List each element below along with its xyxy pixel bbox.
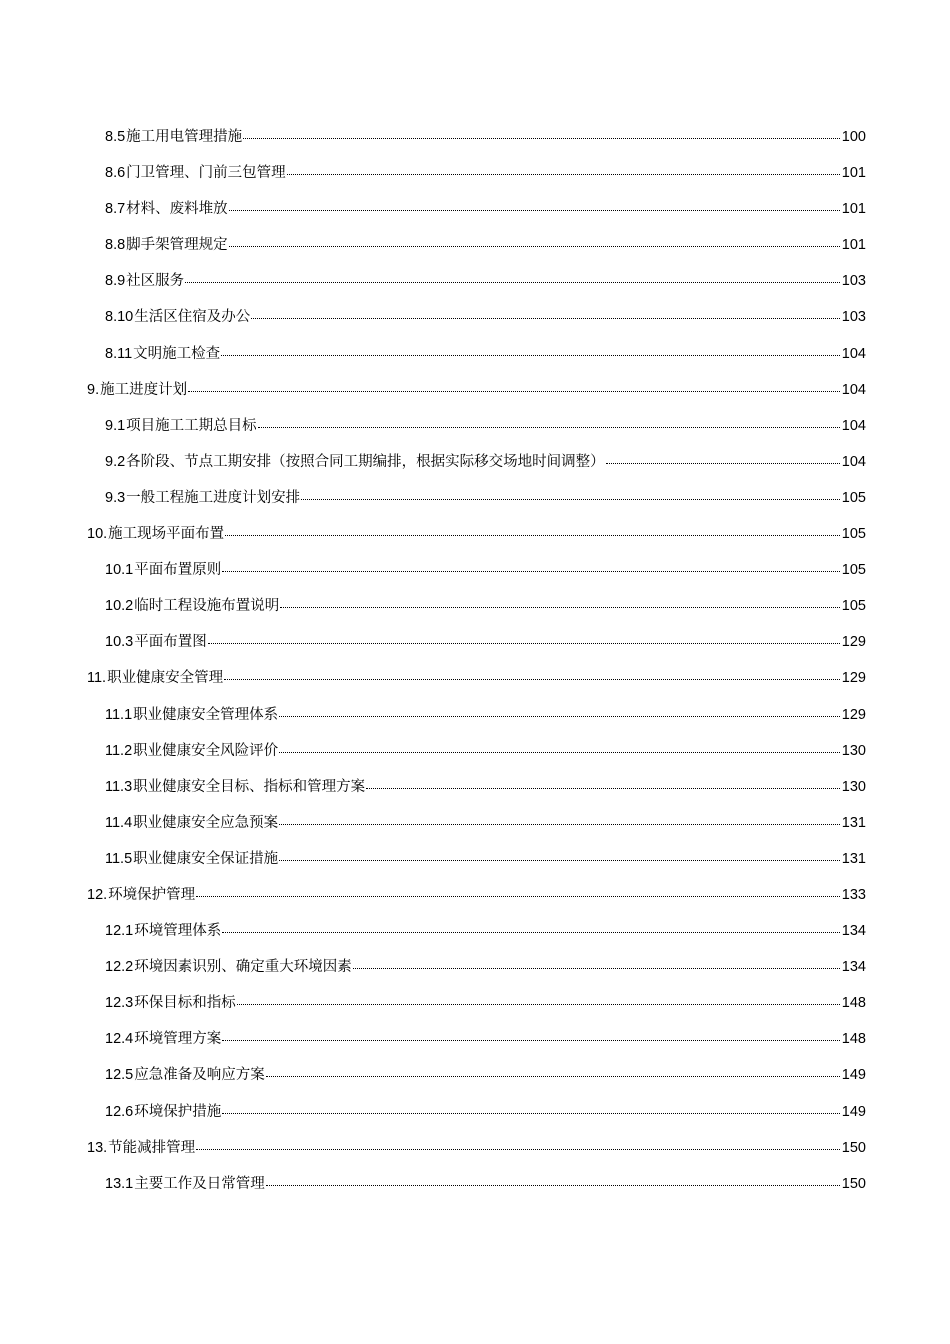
toc-entry-number: 8.5 (105, 129, 126, 145)
toc-entry-title: 材料、废料堆放 (126, 201, 228, 218)
toc-entry-title: 项目施工工期总目标 (126, 417, 257, 434)
toc-page-number: 104 (841, 417, 866, 434)
toc-dot-leader (258, 426, 840, 428)
toc-dot-leader (279, 715, 840, 717)
toc-entry-number: 12.6 (105, 1103, 134, 1120)
toc-section-entry[interactable] (87, 588, 866, 624)
toc-page-number: 149 (841, 1067, 866, 1084)
toc-page-number: 130 (841, 742, 866, 759)
toc-entry-number: 11.1 (105, 706, 133, 723)
toc-entry-number: 12.4 (105, 1031, 134, 1048)
toc-dot-leader (196, 895, 840, 897)
toc-entry-title: 节能减排管理 (108, 1139, 196, 1156)
toc-page-number: 101 (841, 165, 866, 182)
toc-page-number: 148 (841, 1031, 866, 1048)
toc-entry-title: 环境管理体系 (134, 923, 222, 940)
toc-section-entry[interactable] (87, 119, 866, 155)
toc-entry-title: 各阶段、节点工期安排（按照合同工期编排，根据实际移交场地时间调整） (126, 453, 605, 470)
toc-dot-leader (222, 570, 840, 572)
toc-entry-number: 12.2 (105, 959, 134, 976)
toc-page-number: 103 (841, 309, 866, 326)
toc-entry-title: 环境保护措施 (134, 1103, 222, 1120)
toc-entry-number: 12.3 (105, 995, 134, 1012)
toc-entry-number: 12.1 (105, 923, 134, 940)
toc-section-entry[interactable] (87, 985, 866, 1021)
toc-section-entry[interactable] (87, 1094, 866, 1130)
toc-entry-title: 职业健康安全目标、指标和管理方案 (133, 778, 366, 795)
toc-page-number: 129 (841, 670, 866, 687)
toc-entry-title: 施工现场平面布置 (108, 526, 225, 543)
toc-page-number: 131 (841, 850, 866, 867)
toc-section-entry[interactable] (87, 191, 866, 227)
toc-page-number: 104 (841, 345, 866, 362)
toc-page-number: 100 (841, 129, 866, 145)
toc-entry-number: 12. (87, 886, 108, 903)
toc-dot-leader (251, 317, 840, 319)
toc-chapter-entry[interactable] (87, 660, 866, 696)
toc-entry-number: 13. (87, 1139, 108, 1156)
toc-page-number: 134 (841, 959, 866, 976)
toc-entry-number: 10.3 (105, 634, 134, 651)
toc-section-entry[interactable] (87, 552, 866, 588)
toc-entry-number: 11. (87, 670, 107, 687)
toc-dot-leader (224, 678, 840, 680)
toc-entry-number: 11.4 (105, 814, 133, 831)
toc-page-number: 105 (841, 562, 866, 579)
toc-dot-leader (266, 1184, 840, 1186)
toc-dot-leader (279, 823, 840, 825)
toc-entry-title: 职业健康安全保证措施 (133, 850, 279, 867)
toc-entry-number: 12.5 (105, 1067, 134, 1084)
toc-dot-leader (237, 1003, 840, 1005)
toc-entry-number: 9. (87, 381, 100, 398)
toc-entry-number: 8.6 (105, 165, 126, 182)
toc-section-entry[interactable] (87, 949, 866, 985)
toc-entry-title: 职业健康安全管理体系 (133, 706, 279, 723)
toc-entry-title: 社区服务 (126, 273, 185, 290)
toc-section-entry[interactable] (87, 841, 866, 877)
toc-page-number: 131 (841, 814, 866, 831)
toc-section-entry[interactable] (87, 1166, 866, 1202)
toc-section-entry[interactable] (87, 408, 866, 444)
toc-entry-title: 平面布置原则 (134, 562, 222, 579)
toc-section-entry[interactable] (87, 805, 866, 841)
toc-entry-title: 职业健康安全应急预案 (133, 814, 279, 831)
toc-section-entry[interactable] (87, 697, 866, 733)
toc-section-entry[interactable] (87, 624, 866, 660)
toc-entry-title: 文明施工检查 (133, 345, 221, 362)
toc-section-entry[interactable] (87, 263, 866, 299)
toc-section-entry[interactable] (87, 227, 866, 263)
toc-entry-number: 10.2 (105, 598, 134, 615)
toc-chapter-entry[interactable] (87, 877, 866, 913)
toc-entry-number: 9.3 (105, 489, 126, 506)
toc-entry-number: 11.5 (105, 850, 133, 867)
toc-entry-title: 门卫管理、门前三包管理 (126, 165, 286, 182)
toc-dot-leader (279, 751, 840, 753)
toc-entry-title: 环保目标和指标 (134, 995, 236, 1012)
toc-entry-number: 11.3 (105, 778, 133, 795)
toc-section-entry[interactable] (87, 299, 866, 335)
toc-dot-leader (287, 173, 840, 175)
toc-page-number: 150 (841, 1175, 866, 1192)
toc-entry-title: 环境管理方案 (134, 1031, 222, 1048)
toc-dot-leader (279, 859, 840, 861)
toc-section-entry[interactable] (87, 733, 866, 769)
toc-dot-leader (301, 498, 840, 500)
toc-page-number: 104 (841, 381, 866, 398)
toc-entry-title: 环境因素识别、确定重大环境因素 (134, 959, 352, 976)
toc-dot-leader (366, 787, 840, 789)
toc-page-number: 104 (841, 453, 866, 470)
toc-page-number: 150 (841, 1139, 866, 1156)
toc-page-number: 101 (841, 201, 866, 218)
toc-entry-number: 13.1 (105, 1175, 134, 1192)
toc-dot-leader (222, 1039, 840, 1041)
toc-page-number: 129 (841, 706, 866, 723)
toc-dot-leader (266, 1075, 840, 1077)
toc-dot-leader (222, 1112, 840, 1114)
toc-section-entry[interactable] (87, 444, 866, 480)
toc-entry-title: 职业健康安全管理 (107, 670, 224, 687)
toc-dot-leader (221, 354, 840, 356)
toc-section-entry[interactable] (87, 769, 866, 805)
toc-page-number: 105 (841, 526, 866, 543)
toc-entry-title: 生活区住宿及办公 (134, 309, 251, 326)
toc-section-entry[interactable] (87, 155, 866, 191)
toc-section-entry[interactable] (87, 336, 866, 372)
toc-chapter-entry[interactable] (87, 516, 866, 552)
toc-entry-number: 10. (87, 526, 108, 543)
toc-dot-leader (208, 642, 840, 644)
toc-page-number: 101 (841, 237, 866, 254)
toc-page-number: 133 (841, 886, 866, 903)
toc-dot-leader (229, 209, 840, 211)
toc-entry-number: 8.8 (105, 237, 126, 254)
toc-entry-number: 9.2 (105, 453, 126, 470)
toc-page-number: 148 (841, 995, 866, 1012)
toc-page-number: 130 (841, 778, 866, 795)
toc-page-number: 129 (841, 634, 866, 651)
toc-entry-title: 临时工程设施布置说明 (134, 598, 280, 615)
toc-section-entry[interactable] (87, 913, 866, 949)
toc-entry-number: 10.1 (105, 562, 134, 579)
toc-page-number: 103 (841, 273, 866, 290)
toc-entry-title: 脚手架管理规定 (126, 237, 228, 254)
toc-dot-leader (225, 534, 840, 536)
toc-dot-leader (353, 967, 840, 969)
toc-dot-leader (185, 281, 840, 283)
toc-entry-number: 8.11 (105, 345, 133, 362)
toc-entry-number: 8.7 (105, 201, 126, 218)
toc-entry-title: 一般工程施工进度计划安排 (126, 489, 301, 506)
toc-entry-title: 职业健康安全风险评价 (133, 742, 279, 759)
toc-page-number: 105 (841, 598, 866, 615)
toc-page-number: 134 (841, 923, 866, 940)
toc-dot-leader (188, 390, 840, 392)
toc-entry-title: 主要工作及日常管理 (134, 1175, 265, 1192)
toc-page-number: 105 (841, 489, 866, 506)
toc-entry-title: 环境保护管理 (108, 886, 196, 903)
toc-entry-number: 8.9 (105, 273, 126, 290)
toc-section-entry[interactable] (87, 480, 866, 516)
toc-entry-number: 8.10 (105, 309, 134, 326)
toc-entry-title: 施工进度计划 (100, 381, 188, 398)
toc-chapter-entry[interactable] (87, 1130, 866, 1166)
toc-dot-leader (243, 137, 840, 139)
toc-page-number: 149 (841, 1103, 866, 1120)
toc-dot-leader (222, 931, 840, 933)
toc-section-entry[interactable] (87, 1021, 866, 1057)
toc-chapter-entry[interactable] (87, 372, 866, 408)
toc-entry-title: 平面布置图 (134, 634, 207, 651)
toc-dot-leader (229, 245, 840, 247)
toc-section-entry[interactable] (87, 1057, 866, 1093)
table-of-contents (87, 119, 866, 1202)
toc-dot-leader (280, 606, 840, 608)
toc-dot-leader (196, 1148, 840, 1150)
toc-dot-leader (606, 462, 840, 464)
toc-entry-title: 应急准备及响应方案 (134, 1067, 265, 1084)
toc-entry-number: 9.1 (105, 417, 126, 434)
toc-entry-title: 施工用电管理措施 (126, 129, 243, 145)
toc-entry-number: 11.2 (105, 742, 133, 759)
